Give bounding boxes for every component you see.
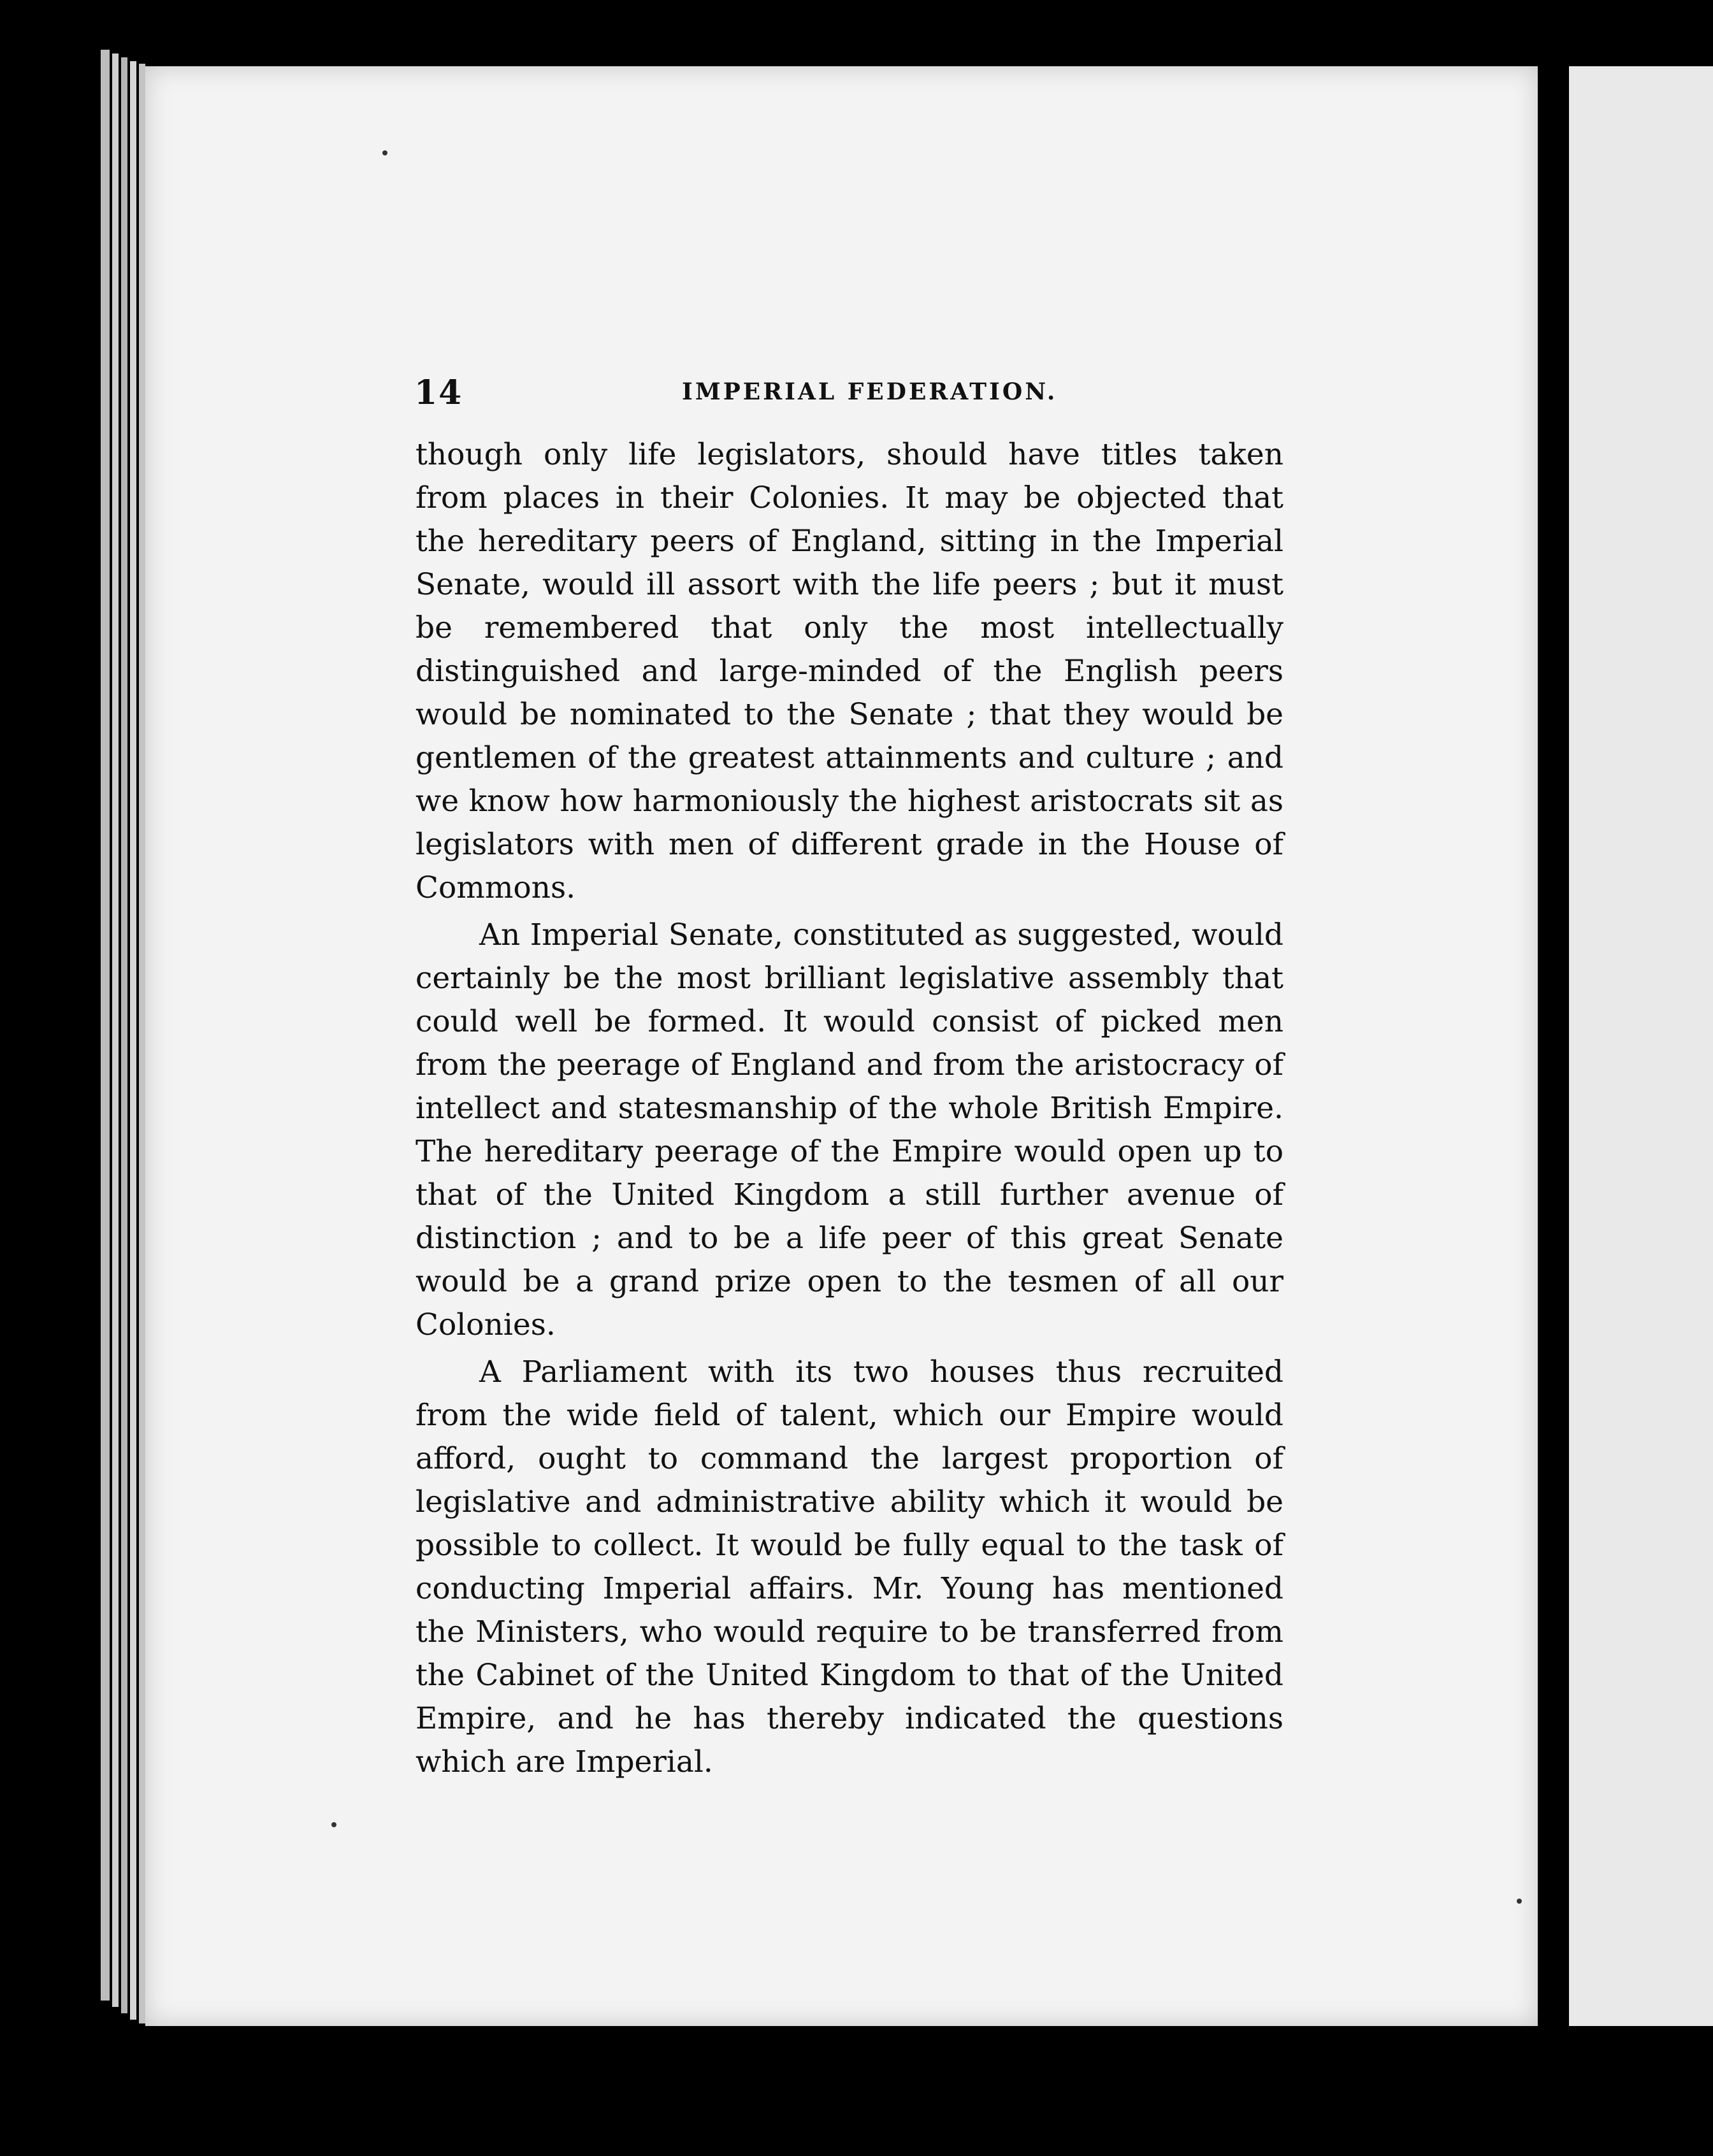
page-edge bbox=[121, 57, 127, 2013]
running-head: IMPERIAL FEDERATION. bbox=[682, 378, 1058, 405]
paragraph: though only life legislators, should have titles taken from places in their Colonies. It may be objected that the hereditary peers of England, sitting in the Imperial Senate, would ill assort with the life peers ; but it must be remembered that only the most intellectually distinguished and large-minded of the English peers would be nominated to the Senate ; that they would be gentlemen of the greatest attainments and culture ; and we know how harmoniously the highest aristocrats sit as legislators with men of different grade in the House of Commons. bbox=[416, 437, 1283, 905]
speck bbox=[382, 150, 387, 155]
page-edge bbox=[101, 50, 110, 2001]
page-number: 14 bbox=[414, 373, 463, 412]
facing-page-edge bbox=[1569, 66, 1713, 2026]
speck bbox=[1517, 1899, 1522, 1904]
page-edge bbox=[139, 64, 145, 2023]
page-edge bbox=[112, 54, 119, 2007]
page-edge bbox=[130, 61, 136, 2020]
paragraph: An Imperial Senate, constituted as suggested, would certainly be the most brilliant legislative assembly that could well be formed. It would consist of picked men from the peerage of England and from the aristocracy of intellect and statesmanship of the whole British Empire. The hereditary peerage of the Empire would open up to that of the United Kingdom a still further avenue of distinction ; and to be a life peer of this great Senate would be a grand prize open to the tesmen of all our Colonies. bbox=[416, 917, 1283, 1342]
paragraph: A Parliament with its two houses thus recruited from the wide field of talent, which our Empire would afford, ought to command the largest proportion of legislative and administrative ability which it would be possible to collect. It would be fully equal to the task of conducting Imperial affairs. Mr. Young has mentioned the Ministers, who would require to be transferred from the Cabinet of the United Kingdom to that of the United Empire, and he has thereby indicated the questions which are Imperial. bbox=[416, 1355, 1283, 1779]
body-text bbox=[416, 433, 1283, 1784]
speck bbox=[331, 1822, 336, 1827]
page-header bbox=[414, 373, 1319, 418]
